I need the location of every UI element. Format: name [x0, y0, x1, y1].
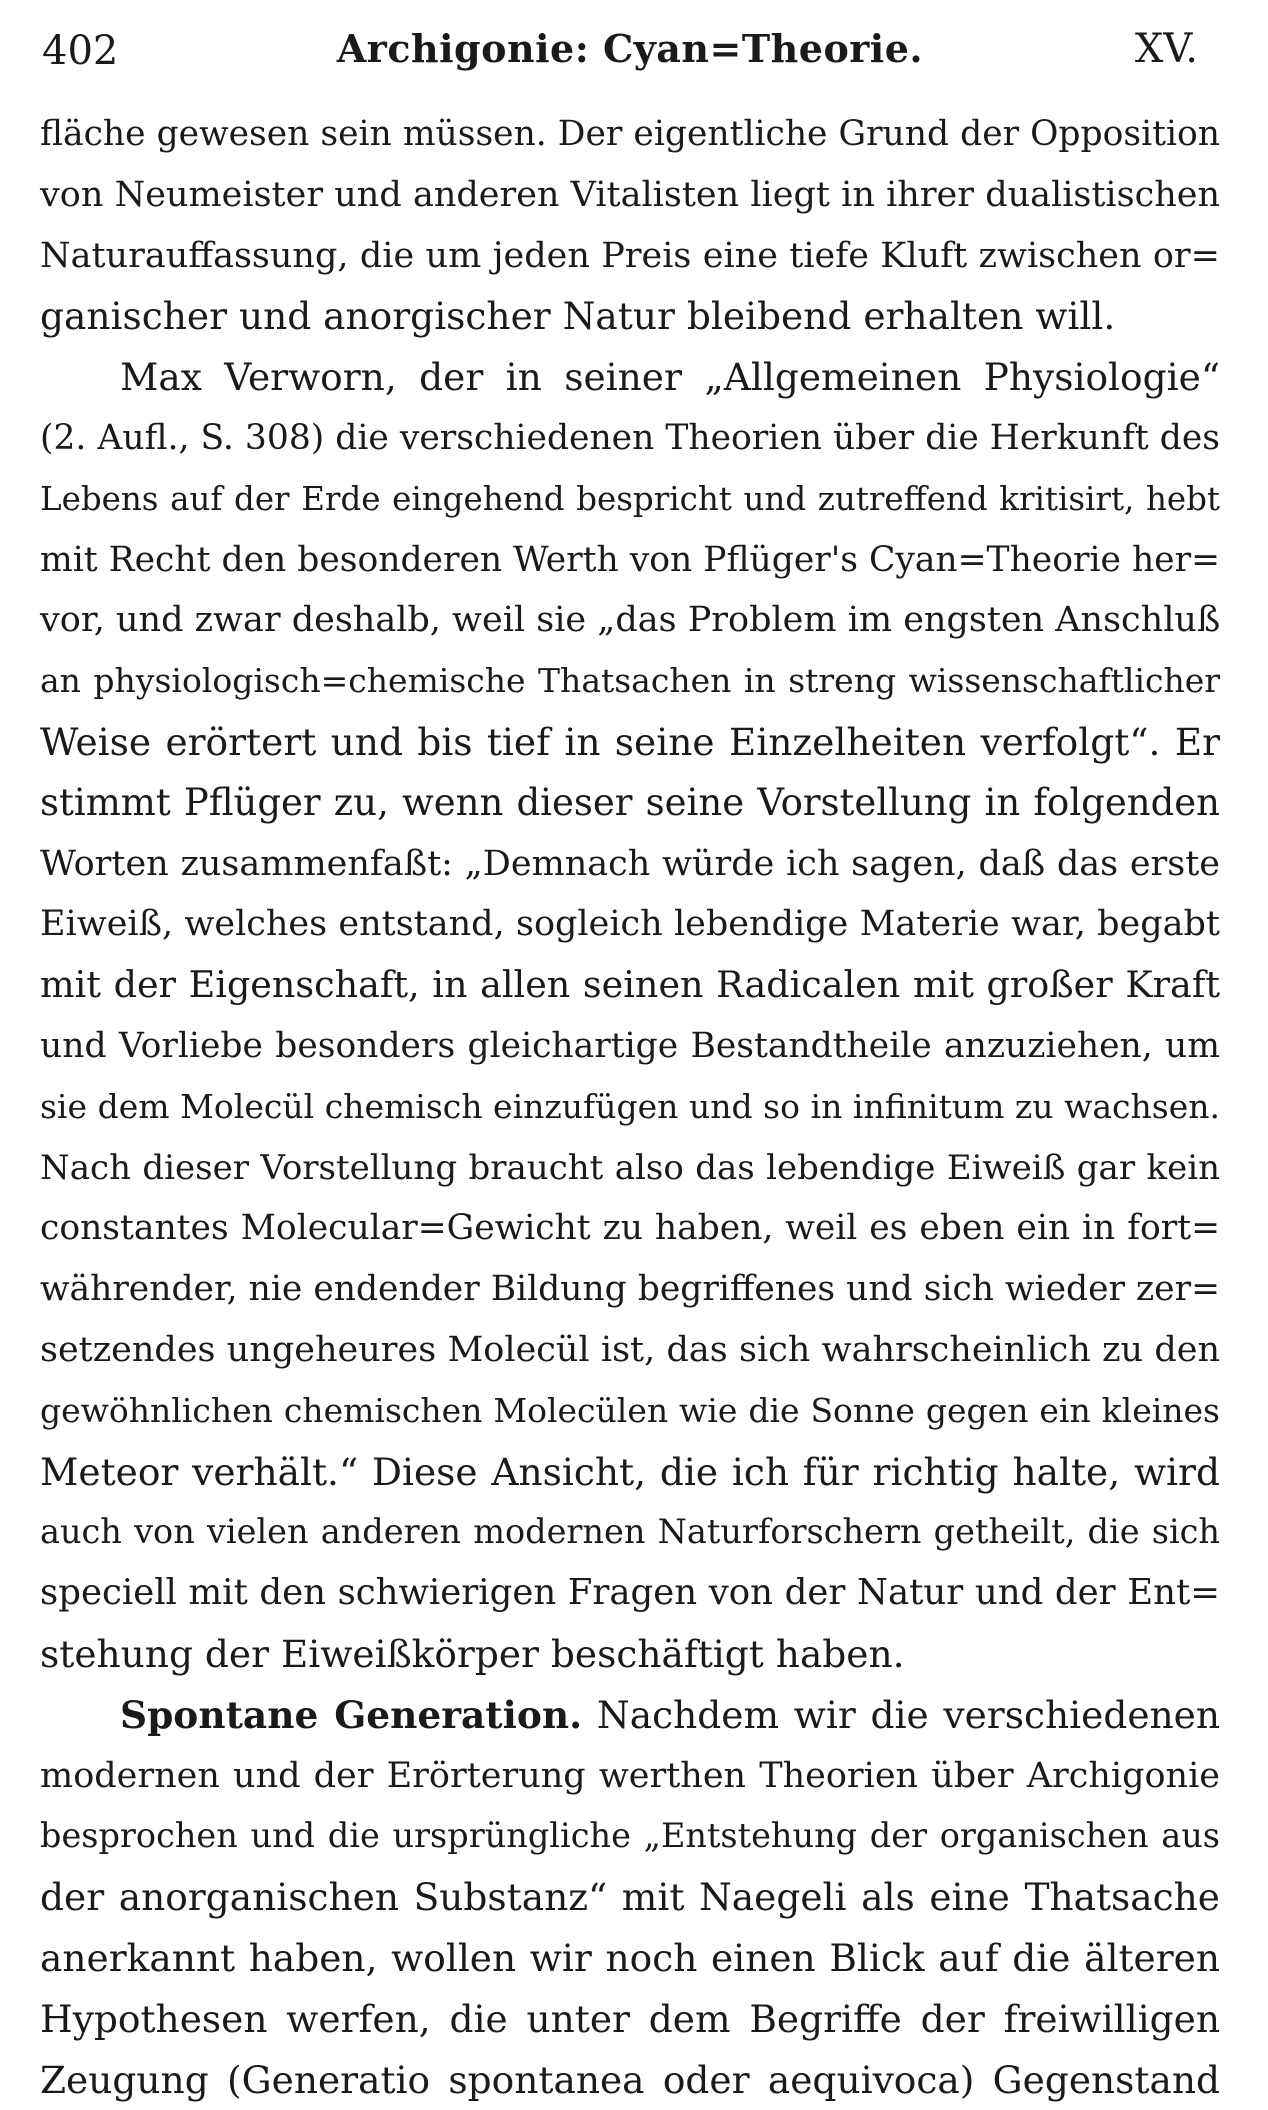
text-line: ganischer und anorgischer Natur bleibend erhalten will. — [40, 294, 1116, 339]
text-line: setzendes ungeheures Molecül ist, das sich wahrscheinlich zu den — [40, 1329, 1220, 1370]
text-line: Naturauffassung, die um jeden Preis eine tiefe Kluft zwischen or= — [40, 235, 1220, 276]
text-line: Zeugung (Generatio spontanea oder aequivoca) Gegenstand — [40, 2057, 1220, 2102]
text-line: der anorganischen Substanz“ mit Naegeli als eine Thatsache — [40, 1875, 1220, 1920]
text-line: fläche gewesen sein müssen. Der eigentliche Grund der Opposition — [40, 114, 1220, 154]
text-line: Max Verworn, der in seiner „Allgemeinen Physiologie“ — [120, 355, 1220, 400]
text-line: constantes Molecular=Gewicht zu haben, weil es eben ein in fort= — [40, 1208, 1220, 1249]
text-line: auch von vielen anderen modernen Naturforschern getheilt, die sich — [40, 1512, 1220, 1552]
text-fragment: Nachdem wir die verschiedenen — [596, 1692, 1221, 1737]
text-line — [40, 1685, 1220, 1746]
section-heading: Spontane Generation. — [120, 1692, 583, 1737]
text-line: von Neumeister und anderen Vitalisten liegt in ihrer dualistischen — [40, 174, 1220, 215]
running-head: Archigonie: Cyan=Theorie. — [336, 26, 924, 71]
text-line: Weise erörtert und bis tief in seine Einzelheiten verfolgt“. Er — [40, 719, 1220, 764]
text-line: gewöhnlichen chemischen Molecülen wie die Sonne gegen ein kleines — [40, 1390, 1220, 1430]
text-line: stehung der Eiweißkörper beschäftigt haben. — [40, 1631, 905, 1676]
text-line: Worten zusammenfaßt: „Demnach würde ich sagen, daß das erste — [40, 843, 1220, 884]
text-line: mit der Eigenschaft, in allen seinen Radicalen mit großer Kraft — [40, 963, 1220, 1007]
text-line: mit Recht den besonderen Werth von Pflüger's Cyan=Theorie her= — [40, 539, 1220, 580]
text-line: Hypothesen werfen, die unter dem Begriffe der freiwilligen — [40, 1996, 1220, 2041]
text-line: Lebens auf der Erde eingehend bespricht und zutreffend kritisirt, hebt — [40, 479, 1220, 518]
text-line: Nach dieser Vorstellung braucht also das lebendige Eiweiß gar kein — [40, 1147, 1220, 1188]
text-line: an physiologisch=chemische Thatsachen in streng wissenschaftlicher — [40, 661, 1220, 701]
text-line: währender, nie endender Bildung begriffenes und sich wieder zer= — [40, 1269, 1220, 1310]
text-line: sie dem Molecül chemisch einzufügen und so in infinitum zu wachsen. — [40, 1086, 1220, 1126]
page-number: 402 — [42, 28, 119, 74]
text-line: stimmt Pflüger zu, wenn dieser seine Vorstellung in folgenden — [40, 780, 1220, 824]
text-line: speciell mit den schwierigen Fragen von der Natur und der Ent= — [40, 1572, 1220, 1614]
paragraph-1 — [40, 104, 1220, 347]
paragraph-3 — [40, 1685, 1220, 2110]
paragraph-2 — [40, 347, 1220, 1685]
text-line: Eiweiß, welches entstand, sogleich lebendige Materie war, begabt — [40, 904, 1220, 945]
page-header — [40, 18, 1220, 104]
text-line: anerkannt haben, wollen wir noch einen Blick auf die älteren — [40, 1935, 1220, 1980]
text-line: und Vorliebe besonders gleichartige Bestandtheile anzuziehen, um — [40, 1025, 1220, 1066]
text-line: Meteor verhält.“ Diese Ansicht, die ich für richtig halte, wird — [40, 1449, 1220, 1494]
text-line: (2. Aufl., S. 308) die verschiedenen Theorien über die Herkunft des — [40, 417, 1220, 458]
book-page — [40, 18, 1221, 2102]
text-line: vor, und zwar deshalb, weil sie „das Problem im engsten Anschluß — [40, 600, 1221, 641]
text-line: modernen und der Erörterung werthen Theorien über Archigonie — [40, 1755, 1220, 1796]
text-line: besprochen und die ursprüngliche „Entstehung der organischen aus — [40, 1816, 1220, 1856]
chapter-number: XV. — [1134, 26, 1198, 72]
